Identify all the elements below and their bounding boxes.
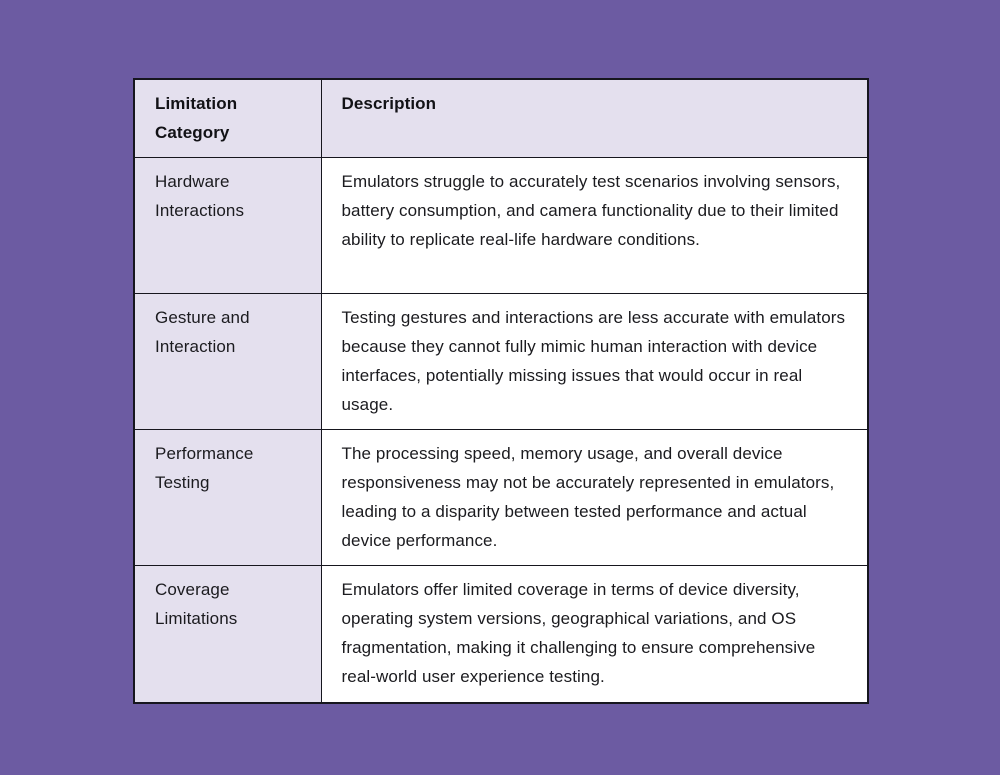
description-cell: The processing speed, memory usage, and overall device responsiveness may not be accurately represented in emulators, leading to a disparity between tested performance and actual device performance. — [321, 430, 868, 566]
category-cell: Gesture and Interaction — [134, 294, 321, 430]
column-header-limitation-category: Limitation Category — [134, 79, 321, 158]
table-header-row — [134, 79, 868, 158]
category-cell: Coverage Limitations — [134, 566, 321, 703]
description-cell: Emulators struggle to accurately test scenarios involving sensors, battery consumption, and camera functionality due to their limited ability to replicate real-life hardware conditions. — [321, 158, 868, 294]
table-row — [134, 294, 868, 430]
description-cell: Testing gestures and interactions are less accurate with emulators because they cannot fully mimic human interaction with device interfaces, potentially missing issues that would occur in real usage. — [321, 294, 868, 430]
limitations-table — [133, 78, 869, 704]
table-row — [134, 158, 868, 294]
description-cell: Emulators offer limited coverage in terms of device diversity, operating system versions, geographical variations, and OS fragmentation, making it challenging to ensure comprehensive real-world user experience testing. — [321, 566, 868, 703]
column-header-description: Description — [321, 79, 868, 158]
category-cell: Performance Testing — [134, 430, 321, 566]
table-row — [134, 566, 868, 703]
category-cell: Hardware Interactions — [134, 158, 321, 294]
table-row — [134, 430, 868, 566]
